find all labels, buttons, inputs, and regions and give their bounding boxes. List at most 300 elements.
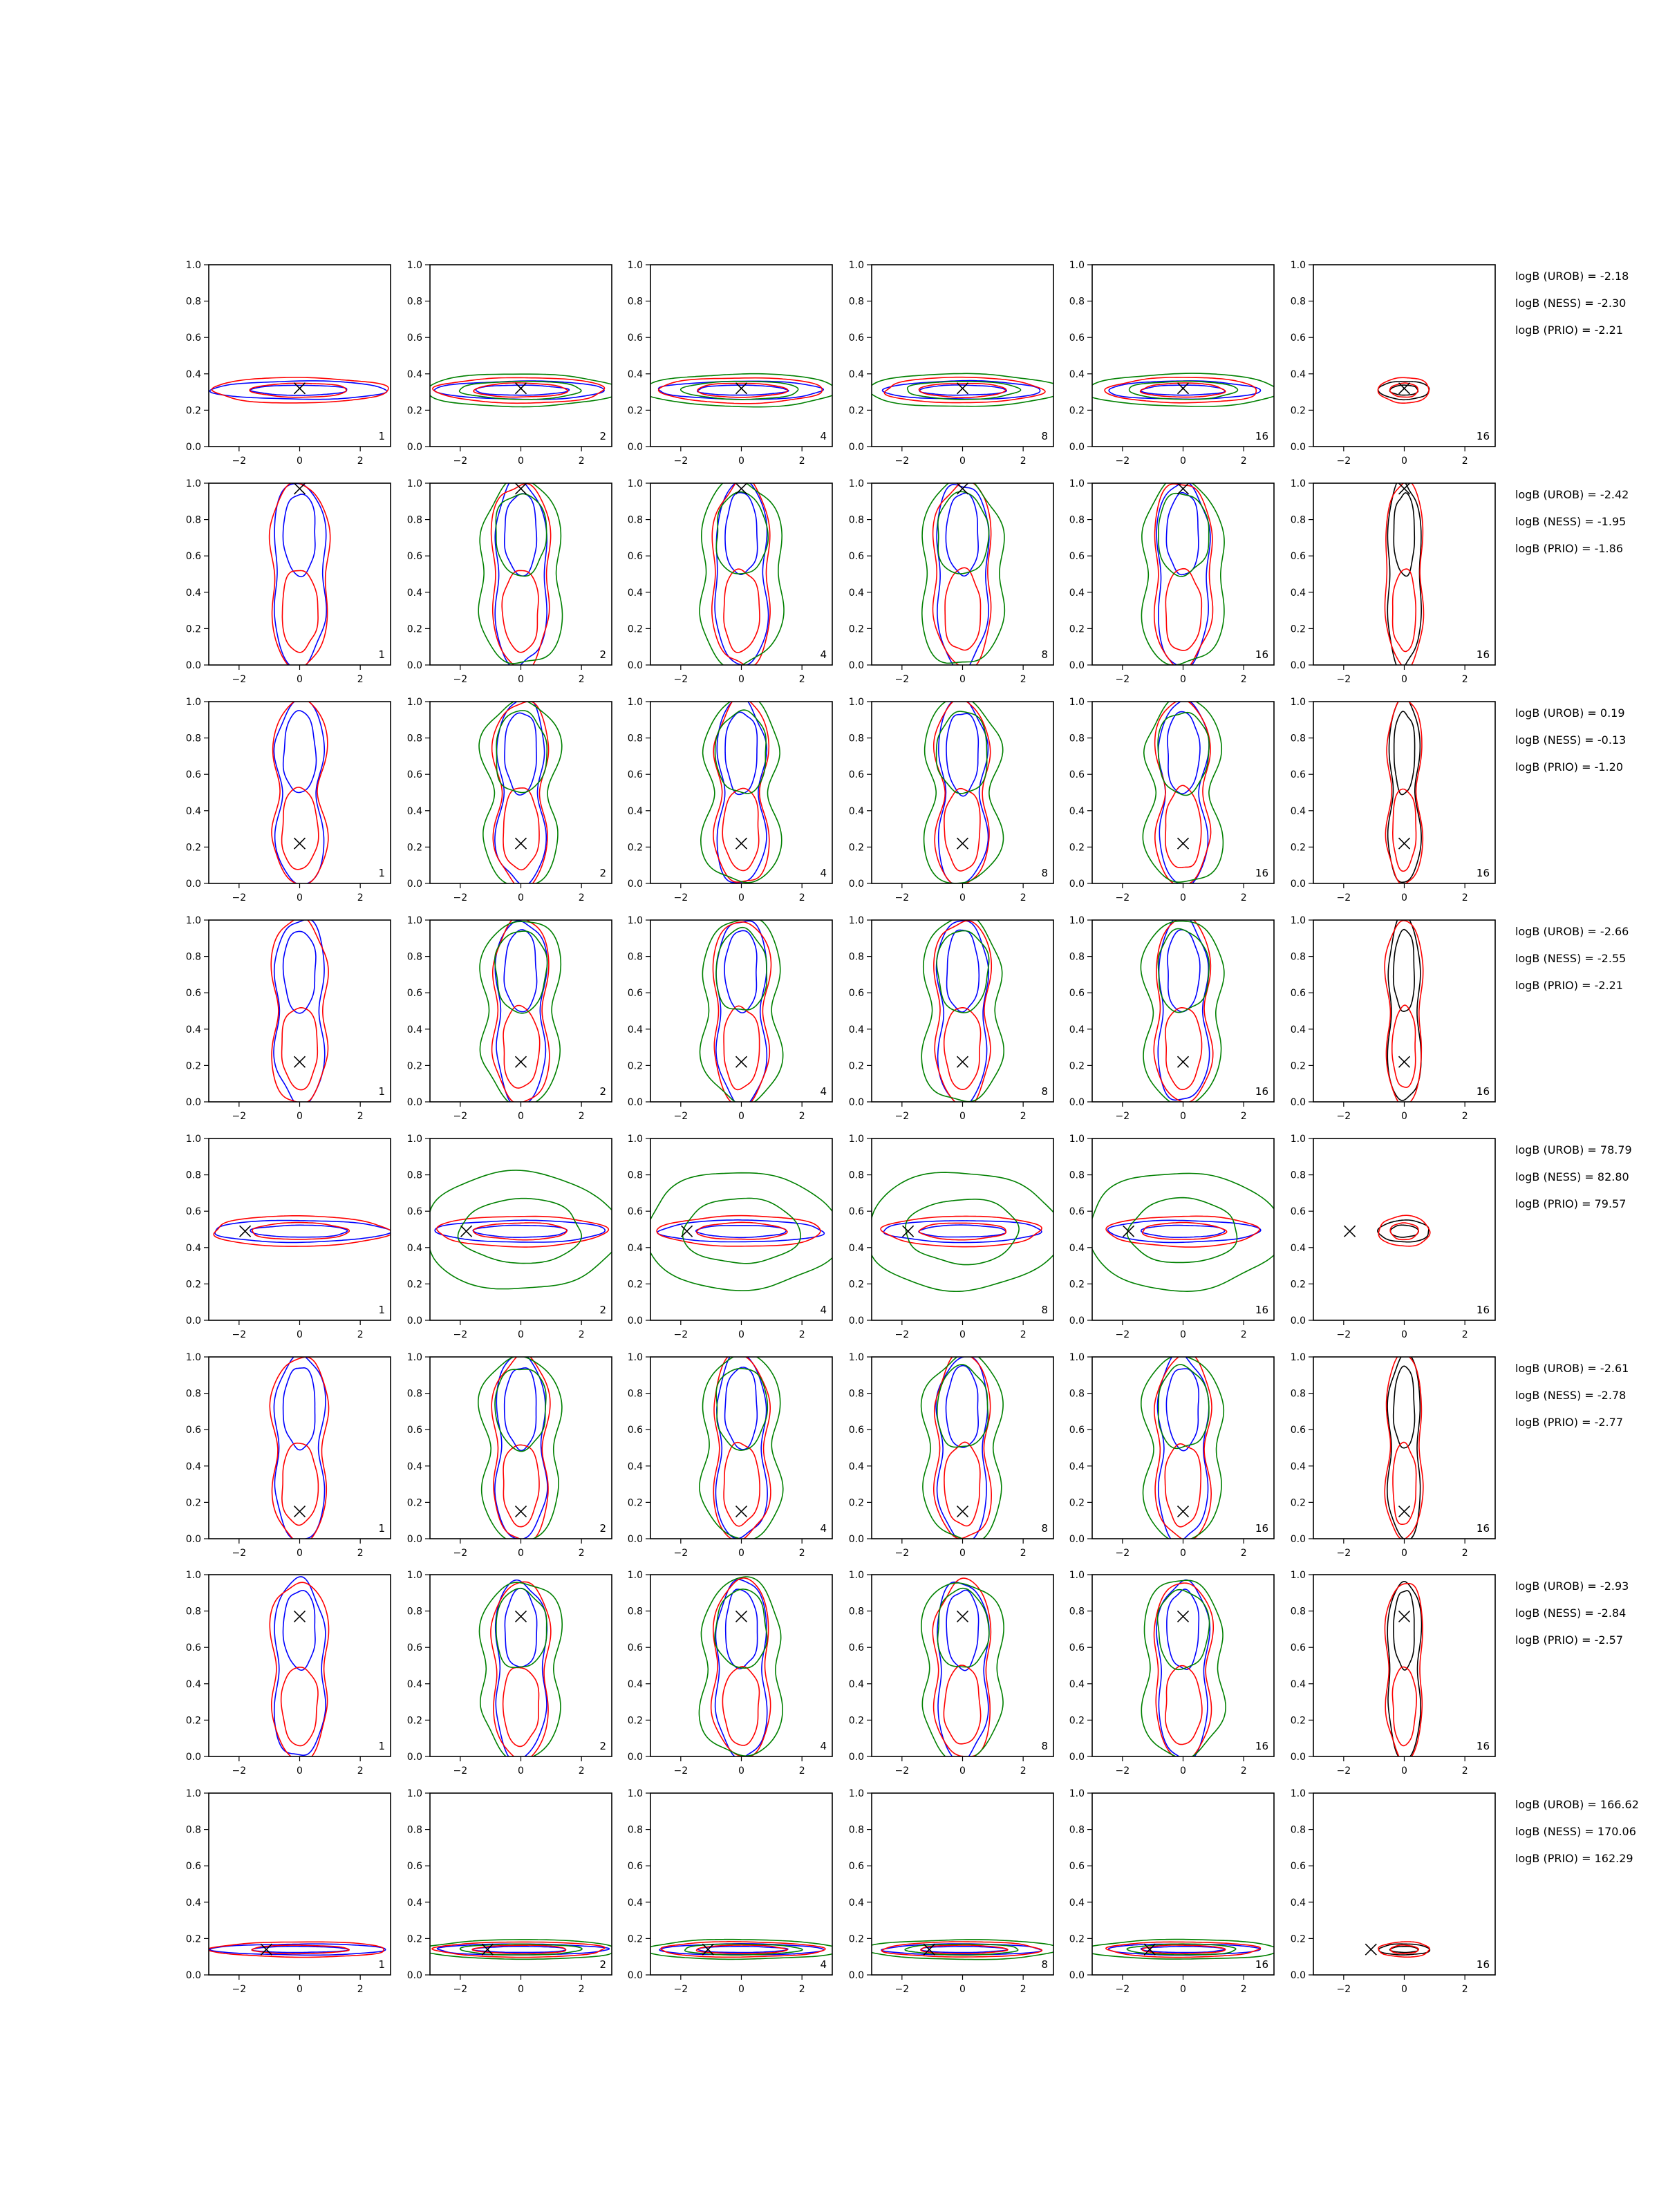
y-tick-label: 0.8: [1069, 1388, 1085, 1400]
x-tick-label: −2: [453, 1111, 468, 1122]
y-tick-label: 0.0: [1290, 1097, 1306, 1108]
x-tick-label: 0: [1180, 1329, 1186, 1340]
true-value-marker: [516, 838, 527, 849]
contour-ness-level-2: [503, 788, 539, 870]
contours: [700, 476, 784, 668]
y-tick-label: 1.0: [1069, 1134, 1085, 1145]
logb-prio-value: logB (PRIO) = 79.57: [1515, 1197, 1627, 1210]
axes-frame: [872, 265, 1053, 447]
y-tick-label: 0.4: [627, 805, 643, 817]
panel-r7-c5: [1069, 1570, 1274, 1777]
y-tick-label: 0.2: [1290, 405, 1306, 417]
axes-frame: [872, 702, 1053, 883]
x-tick-label: 0: [297, 1329, 303, 1340]
y-tick-label: 0.0: [406, 1970, 422, 1981]
y-tick-label: 0.2: [627, 1933, 643, 1945]
y-tick-label: 0.4: [406, 1242, 422, 1254]
y-tick-label: 0.8: [1290, 1824, 1306, 1836]
panel-r3-c6: [1291, 697, 1495, 903]
panel-r6-c1: [186, 1352, 391, 1559]
contour-prio-level-2: [937, 711, 987, 794]
y-tick-label: 0.6: [1069, 769, 1085, 781]
axes-frame: [1313, 265, 1495, 447]
x-tick-label: −2: [894, 456, 910, 467]
true-value-marker: [294, 838, 306, 849]
x-tick-label: 2: [357, 674, 364, 685]
contour-prio-level-2: [716, 492, 768, 574]
y-tick-label: 0.6: [406, 1861, 422, 1873]
x-tick-label: 0: [1401, 1329, 1407, 1340]
y-tick-label: 0.0: [185, 1970, 201, 1981]
x-tick-label: 0: [1401, 1111, 1407, 1122]
y-tick-label: 0.0: [185, 1315, 201, 1327]
contours: [921, 915, 1004, 1108]
true-value-marker: [957, 383, 968, 394]
panel-r1-c3: [628, 260, 838, 467]
x-tick-label: 2: [1240, 1765, 1247, 1777]
y-tick-label: 0.4: [848, 368, 864, 380]
y-tick-label: 0.8: [848, 951, 864, 963]
panel-index-label: 4: [820, 1085, 827, 1098]
contour-urob-level-2: [946, 1366, 979, 1447]
contour-ness-level-2: [1165, 569, 1201, 650]
x-tick-label: −2: [673, 1984, 688, 1995]
true-value-marker: [1178, 383, 1189, 394]
y-tick-label: 1.0: [185, 1134, 201, 1145]
y-tick-label: 0.4: [185, 1897, 201, 1909]
contour-ness-level-2: [697, 1222, 787, 1239]
panel-index-label: 2: [599, 1304, 606, 1316]
panel-index-label: 4: [820, 430, 827, 442]
x-tick-label: 2: [1020, 674, 1027, 685]
y-tick-label: 0.2: [406, 405, 422, 417]
y-tick-label: 0.6: [406, 988, 422, 1000]
panel-r1-c2: [407, 260, 621, 467]
x-tick-label: 0: [738, 1329, 744, 1340]
panel-index-label: 4: [820, 1740, 827, 1752]
y-tick-label: 0.0: [1290, 442, 1306, 453]
y-tick-label: 0.0: [1290, 1752, 1306, 1763]
x-tick-label: 0: [518, 456, 524, 467]
axes-frame: [650, 1793, 832, 1975]
contour-prio-level-1: [924, 697, 1004, 883]
y-tick-label: 0.4: [1069, 1024, 1085, 1035]
y-tick-label: 1.0: [1290, 1352, 1306, 1363]
axes-frame: [650, 265, 832, 447]
y-tick-label: 0.2: [848, 1933, 864, 1945]
contours: [1385, 915, 1423, 1106]
x-tick-label: 0: [297, 1111, 303, 1122]
y-tick-label: 0.4: [185, 1242, 201, 1254]
y-tick-label: 0.8: [406, 951, 422, 963]
contours: [1378, 1942, 1430, 1957]
contour-ness-level-2: [944, 1008, 981, 1089]
y-tick-label: 0.4: [627, 587, 643, 599]
true-value-marker: [957, 1056, 968, 1067]
y-tick-label: 0.4: [848, 1024, 864, 1035]
y-tick-label: 0.4: [185, 1461, 201, 1472]
y-tick-label: 1.0: [848, 697, 864, 708]
contour-urob-level-1: [274, 1577, 326, 1755]
contour-ness-level-2: [945, 568, 980, 650]
y-tick-label: 0.0: [185, 660, 201, 671]
panel-r4-c5: [1069, 913, 1274, 1122]
y-tick-label: 0.0: [848, 1534, 864, 1545]
contour-ness-level-2: [282, 1008, 318, 1090]
y-tick-label: 1.0: [185, 1570, 201, 1581]
y-tick-label: 0.0: [627, 660, 643, 671]
true-value-marker: [1399, 1056, 1410, 1067]
x-tick-label: −2: [1115, 892, 1130, 903]
contour-urob-level-1: [495, 921, 547, 1107]
y-tick-label: 0.6: [406, 1206, 422, 1218]
panel-index-label: 2: [599, 430, 606, 442]
panel-index-label: 2: [599, 1958, 606, 1971]
y-tick-label: 0.2: [848, 1715, 864, 1727]
y-tick-label: 0.0: [1290, 879, 1306, 890]
y-tick-label: 0.4: [406, 1461, 422, 1472]
x-tick-label: 2: [357, 456, 364, 467]
y-tick-label: 1.0: [1069, 478, 1085, 489]
y-tick-label: 0.4: [848, 1678, 864, 1690]
contour-urob-level-2: [946, 1590, 979, 1670]
y-tick-label: 0.8: [627, 1170, 643, 1181]
logb-prio-value: logB (PRIO) = -2.57: [1515, 1633, 1623, 1647]
panel-r7-c4: [849, 1570, 1053, 1777]
x-tick-label: 2: [1240, 892, 1247, 903]
y-tick-label: 0.6: [848, 1861, 864, 1873]
panel-index-label: 1: [378, 430, 385, 442]
logb-prio-value: logB (PRIO) = -1.86: [1515, 542, 1623, 555]
y-tick-label: 0.4: [1290, 1678, 1306, 1690]
y-tick-label: 0.6: [1069, 1642, 1085, 1654]
y-tick-label: 0.8: [627, 296, 643, 308]
contours: [270, 1354, 328, 1544]
y-tick-label: 0.2: [1069, 405, 1085, 417]
y-tick-label: 0.0: [406, 442, 422, 453]
y-tick-label: 0.8: [627, 951, 643, 963]
x-tick-label: −2: [232, 1548, 247, 1559]
panel-r4-c3: [628, 915, 832, 1122]
y-tick-label: 0.8: [627, 1824, 643, 1836]
true-value-marker: [957, 1506, 968, 1517]
x-tick-label: −2: [673, 456, 688, 467]
contour-prio-level-2: [1158, 713, 1209, 796]
true-value-marker: [294, 383, 306, 394]
x-tick-label: 0: [518, 674, 524, 685]
x-tick-label: −2: [1336, 1329, 1351, 1340]
x-tick-label: −2: [673, 1111, 688, 1122]
x-tick-label: 0: [738, 1984, 744, 1995]
y-tick-label: 0.6: [1290, 1642, 1306, 1654]
contour-ness-level-2: [724, 569, 760, 653]
y-tick-label: 0.4: [406, 1897, 422, 1909]
x-tick-label: 0: [1180, 1984, 1186, 1995]
y-tick-label: 0.6: [627, 1206, 643, 1218]
contour-urob-level-2: [946, 713, 978, 796]
contour-prio-level-2: [906, 1199, 1019, 1265]
contour-ness-level-2: [944, 1442, 980, 1526]
panel-r8-c1: [186, 1788, 391, 1995]
panel-r6-c4: [849, 1352, 1053, 1559]
x-tick-label: 2: [1240, 674, 1247, 685]
contour-ness-level-2: [1165, 785, 1201, 868]
y-tick-label: 0.6: [185, 1642, 201, 1654]
x-tick-label: −2: [1336, 892, 1351, 903]
contour-ness-level-2: [1392, 1667, 1416, 1746]
panel-index-label: 4: [820, 867, 827, 879]
x-tick-label: 2: [1461, 1329, 1468, 1340]
contour-urob-level-2: [919, 1225, 1006, 1237]
x-tick-label: −2: [232, 892, 247, 903]
x-tick-label: 2: [578, 1548, 585, 1559]
y-tick-label: 0.0: [185, 879, 201, 890]
y-tick-label: 0.0: [406, 879, 422, 890]
y-tick-label: 0.8: [848, 733, 864, 744]
x-tick-label: 2: [357, 1329, 364, 1340]
panel-r2-c4: [849, 476, 1053, 685]
x-tick-label: 2: [1240, 456, 1247, 467]
x-tick-label: 2: [798, 1548, 805, 1559]
x-tick-label: 0: [1401, 1548, 1407, 1559]
x-tick-label: 2: [798, 674, 805, 685]
y-tick-label: 1.0: [848, 478, 864, 489]
x-tick-label: 0: [959, 1111, 966, 1122]
y-tick-label: 1.0: [1069, 1352, 1085, 1363]
contours: [208, 1942, 386, 1957]
x-tick-label: −2: [1115, 1329, 1130, 1340]
y-tick-label: 0.6: [185, 1861, 201, 1873]
y-tick-label: 1.0: [627, 915, 643, 926]
panel-r7-c1: [186, 1570, 391, 1777]
y-tick-label: 0.0: [1069, 1752, 1085, 1763]
contour-urob-level-2: [1167, 1589, 1199, 1669]
y-tick-label: 0.0: [406, 1534, 422, 1545]
contour-prio-level-1: [869, 1172, 1064, 1291]
contour-ness-level-2: [502, 570, 538, 652]
true-value-marker: [1344, 1226, 1356, 1237]
y-tick-label: 0.6: [627, 551, 643, 563]
contours: [427, 374, 621, 406]
y-tick-label: 1.0: [406, 1570, 422, 1581]
x-tick-label: 0: [1401, 674, 1407, 685]
y-tick-label: 0.6: [185, 988, 201, 1000]
y-tick-label: 0.6: [1069, 1206, 1085, 1218]
contour-truth-level-2: [1389, 385, 1418, 395]
y-tick-label: 0.6: [848, 1642, 864, 1654]
panel-index-label: 16: [1255, 648, 1268, 661]
logb-row-1: [1515, 270, 1629, 337]
x-tick-label: 0: [518, 1329, 524, 1340]
panel-index-label: 16: [1255, 867, 1268, 879]
panel-index-label: 1: [378, 1085, 385, 1098]
y-tick-label: 1.0: [627, 1352, 643, 1363]
y-tick-label: 0.8: [1290, 1170, 1306, 1181]
y-tick-label: 0.2: [627, 1060, 643, 1072]
x-tick-label: 2: [357, 1548, 364, 1559]
y-tick-label: 0.8: [1069, 951, 1085, 963]
contour-prio-level-2: [458, 1199, 581, 1264]
y-tick-label: 0.0: [848, 1315, 864, 1327]
contours: [209, 377, 388, 403]
true-value-marker: [461, 1226, 472, 1237]
y-tick-label: 0.8: [1069, 1170, 1085, 1181]
x-tick-label: 0: [297, 674, 303, 685]
y-tick-label: 0.4: [1290, 1897, 1306, 1909]
panel-index-label: 4: [820, 1522, 827, 1535]
y-tick-label: 0.0: [1069, 660, 1085, 671]
contour-urob-level-2: [946, 493, 978, 576]
contour-ness-level-1: [713, 922, 771, 1107]
contours: [214, 1216, 392, 1246]
y-tick-label: 0.2: [848, 1279, 864, 1291]
y-tick-label: 0.6: [185, 769, 201, 781]
y-tick-label: 0.8: [185, 951, 201, 963]
contours: [921, 1352, 1004, 1543]
x-tick-label: 2: [798, 1765, 805, 1777]
true-value-marker: [903, 1226, 914, 1237]
panel-index-label: 16: [1476, 1522, 1490, 1535]
panel-r6-c2: [407, 1352, 612, 1559]
panel-index-label: 16: [1476, 430, 1490, 442]
x-tick-label: −2: [894, 1329, 910, 1340]
contour-urob-level-2: [725, 493, 758, 575]
true-value-marker: [1399, 1506, 1410, 1517]
contour-prio-level-1: [700, 918, 783, 1106]
y-tick-label: 1.0: [1290, 697, 1306, 708]
x-tick-label: −2: [673, 1548, 688, 1559]
y-tick-label: 0.2: [1069, 1060, 1085, 1072]
contours: [480, 917, 561, 1107]
contour-urob-level-1: [937, 921, 989, 1106]
x-tick-label: 0: [1180, 1111, 1186, 1122]
contours: [1141, 1352, 1224, 1543]
contours: [924, 697, 1004, 885]
panel-index-label: 2: [599, 867, 606, 879]
y-tick-label: 0.2: [1069, 1933, 1085, 1945]
panel-index-label: 1: [378, 648, 385, 661]
contour-prio-level-2: [937, 931, 989, 1013]
panel-r5-c1: [186, 1134, 393, 1340]
true-value-marker: [261, 1944, 272, 1955]
y-tick-label: 0.0: [406, 1315, 422, 1327]
contour-prio-level-1: [1141, 1580, 1226, 1759]
y-tick-label: 1.0: [406, 1788, 422, 1799]
contour-urob-level-2: [505, 713, 536, 795]
y-tick-label: 0.4: [848, 1461, 864, 1472]
x-tick-label: 2: [1020, 1329, 1027, 1340]
contour-ness-level-2: [282, 1443, 319, 1526]
axes-frame: [209, 1575, 391, 1756]
y-tick-label: 0.6: [406, 1425, 422, 1436]
panel-index-label: 16: [1476, 1958, 1490, 1971]
y-tick-label: 0.6: [1069, 988, 1085, 1000]
y-tick-label: 0.2: [627, 1279, 643, 1291]
x-tick-label: 0: [738, 456, 744, 467]
x-tick-label: −2: [1115, 1548, 1130, 1559]
true-value-marker: [1178, 1056, 1189, 1067]
panel-index-label: 8: [1041, 1740, 1048, 1752]
y-tick-label: 0.6: [848, 1425, 864, 1436]
panel-r7-c6: [1291, 1570, 1495, 1777]
contour-truth-level-2: [1394, 1366, 1415, 1447]
contour-truth-level-1: [1387, 478, 1421, 669]
contour-ness-level-2: [1393, 789, 1416, 871]
y-tick-label: 0.0: [627, 1097, 643, 1108]
axes-frame: [1313, 1575, 1495, 1756]
contours: [869, 373, 1063, 406]
y-tick-label: 0.4: [406, 1024, 422, 1035]
row-4: [186, 913, 1495, 1122]
y-tick-label: 1.0: [1069, 260, 1085, 271]
x-tick-label: 0: [518, 892, 524, 903]
logb-prio-value: logB (PRIO) = -1.20: [1515, 760, 1623, 774]
x-tick-label: 0: [959, 456, 966, 467]
contours: [700, 918, 783, 1108]
y-tick-label: 0.6: [406, 1642, 422, 1654]
panel-index-label: 8: [1041, 1304, 1048, 1316]
y-tick-label: 0.8: [848, 1824, 864, 1836]
y-tick-label: 0.8: [406, 514, 422, 526]
y-tick-label: 0.8: [1069, 1606, 1085, 1618]
y-tick-label: 1.0: [627, 260, 643, 271]
contour-ness-level-2: [1165, 1008, 1202, 1089]
panel-r7-c3: [628, 1570, 832, 1777]
logb-row-2: [1515, 488, 1629, 555]
y-tick-label: 0.8: [1290, 1606, 1306, 1618]
y-tick-label: 0.6: [627, 1861, 643, 1873]
y-tick-label: 0.4: [1290, 1024, 1306, 1035]
contour-urob-level-2: [724, 930, 757, 1013]
y-tick-label: 0.2: [1069, 1715, 1085, 1727]
x-tick-label: 2: [1020, 1765, 1027, 1777]
y-tick-label: 0.0: [185, 442, 201, 453]
y-tick-label: 0.6: [185, 1425, 201, 1436]
true-value-marker: [957, 1611, 968, 1622]
y-tick-label: 0.6: [848, 769, 864, 781]
y-tick-label: 1.0: [185, 915, 201, 926]
y-tick-label: 1.0: [1069, 697, 1085, 708]
contours: [478, 477, 562, 672]
x-tick-label: −2: [894, 1548, 910, 1559]
x-tick-label: −2: [673, 892, 688, 903]
panel-index-label: 2: [599, 1740, 606, 1752]
logb-urob-value: logB (UROB) = -2.18: [1515, 270, 1629, 283]
contour-prio-level-2: [1158, 1590, 1210, 1670]
x-tick-label: −2: [1336, 1984, 1351, 1995]
y-tick-label: 0.4: [185, 805, 201, 817]
y-tick-label: 0.4: [1069, 1678, 1085, 1690]
x-tick-label: 0: [1180, 674, 1186, 685]
row-6: [186, 1351, 1495, 1559]
panel-r5-c3: [628, 1134, 841, 1340]
contour-urob-level-1: [496, 1580, 547, 1761]
contours: [699, 1577, 782, 1759]
y-tick-label: 0.0: [1290, 660, 1306, 671]
contour-truth-level-2: [1394, 1591, 1414, 1670]
contour-urob-level-1: [716, 921, 767, 1107]
x-tick-label: 0: [1401, 456, 1407, 467]
y-tick-label: 0.8: [185, 1606, 201, 1618]
y-tick-label: 0.8: [406, 733, 422, 744]
x-tick-label: 0: [297, 456, 303, 467]
axes-frame: [1313, 483, 1495, 665]
y-tick-label: 0.8: [627, 1388, 643, 1400]
panel-r2-c5: [1069, 477, 1274, 685]
y-tick-label: 0.8: [1290, 1388, 1306, 1400]
x-tick-label: 0: [959, 1548, 966, 1559]
panel-index-label: 4: [820, 648, 827, 661]
